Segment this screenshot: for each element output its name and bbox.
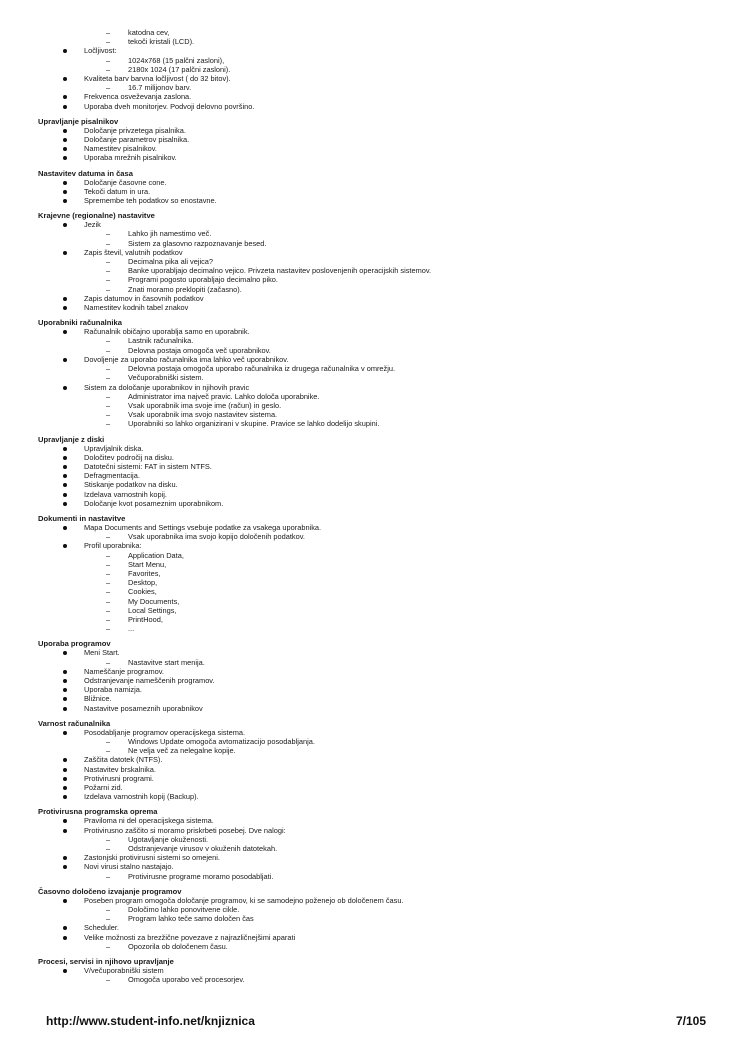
sub-bullet-item: – Opozorila ob določenem času. xyxy=(38,942,718,951)
bullet-item: Izdelava varnostnih kopij (Backup). xyxy=(38,792,718,801)
section-heading: Uporabniki računalnika xyxy=(38,318,122,328)
sub-bullet-item: – Vsak uporabnik ima svojo nastavitev sistema. xyxy=(38,410,718,419)
bullet-list xyxy=(38,523,718,633)
document-section xyxy=(38,211,718,312)
bullet-list xyxy=(38,648,718,712)
document-section xyxy=(38,28,718,111)
bullet-item: Mapa Documents and Settings vsebuje podatke za vsakega uporabnika. xyxy=(38,523,718,532)
bullet-item: Zapis števil, valutnih podatkov xyxy=(38,248,718,257)
section-heading: Časovno določeno izvajanje programov xyxy=(38,886,182,896)
footer-link[interactable]: http://www.student-info.net/knjiznica xyxy=(46,1014,255,1028)
bullet-item: V/večuporabniški sistem xyxy=(38,966,718,975)
bullet-item: Praviloma ni del operacijskega sistema. xyxy=(38,816,718,825)
sub-bullet-item: – Sistem za glasovno razpoznavanje besed. xyxy=(38,239,718,248)
bullet-list xyxy=(38,28,718,111)
sub-bullet-item: – Ne velja več za nelegalne kopije. xyxy=(38,746,718,755)
sub-bullet-item: – Protivirusne programe moramo posodabljati. xyxy=(38,872,718,881)
document-section xyxy=(38,514,718,633)
document-section xyxy=(38,318,718,428)
sub-bullet-item: – Uporabniki so lahko organizirani v skupine. Pravice se lahko dodelijo skupini. xyxy=(38,419,718,428)
bullet-item: Zastonjski protivirusni sistemi so omejeni. xyxy=(38,853,718,862)
bullet-item: Zaščita datotek (NTFS). xyxy=(38,755,718,764)
document-section xyxy=(38,117,718,163)
sub-bullet-item: – Decimalna pika ali vejica? xyxy=(38,257,718,266)
document-section xyxy=(38,719,718,802)
bullet-item: Nastavitev brskalnika. xyxy=(38,765,718,774)
bullet-list xyxy=(38,966,718,984)
bullet-item: Določitev področij na disku. xyxy=(38,453,718,462)
document-section xyxy=(38,639,718,712)
bullet-list xyxy=(38,178,718,206)
sub-bullet-item: – 2180x 1024 (17 palčni zasloni). xyxy=(38,65,718,74)
bullet-item: Dovoljenje za uporabo računalnika ima lahko več uporabnikov. xyxy=(38,355,718,364)
bullet-item: Izdelava varnostnih kopij. xyxy=(38,490,718,499)
bullet-item: Protivirusni programi. xyxy=(38,774,718,783)
bullet-item: Tekoči datum in ura. xyxy=(38,187,718,196)
bullet-list xyxy=(38,327,718,428)
sub-bullet-item: – Desktop, xyxy=(38,578,718,587)
bullet-item: Frekvenca osveževanja zaslona. xyxy=(38,92,718,101)
bullet-item: Jezik xyxy=(38,220,718,229)
sub-bullet-item: – Start Menu, xyxy=(38,560,718,569)
sub-bullet-item: – Vsak uporabnika ima svojo kopijo določenih podatkov. xyxy=(38,532,718,541)
document-section xyxy=(38,169,718,206)
sub-bullet-item: – Vsak uporabnik ima svoje ime (račun) in geslo. xyxy=(38,401,718,410)
bullet-item: Scheduler. xyxy=(38,923,718,932)
bullet-item: Novi virusi stalno nastajajo. xyxy=(38,862,718,871)
bullet-item: Velike možnosti za brezžične povezave z najrazličnejšimi aparati xyxy=(38,933,718,942)
sub-bullet-item: – Lahko jih namestimo več. xyxy=(38,229,718,238)
bullet-item: Določanje privzetega pisalnika. xyxy=(38,126,718,135)
page-number: 7/105 xyxy=(675,1014,706,1028)
bullet-item: Profil uporabnika: xyxy=(38,541,718,550)
bullet-item: Ločljivost: xyxy=(38,46,718,55)
bullet-item: Uporaba namizja. xyxy=(38,685,718,694)
bullet-item: Namestitev pisalnikov. xyxy=(38,144,718,153)
sub-bullet-item: – Cookies, xyxy=(38,587,718,596)
bullet-item: Namestitev kodnih tabel znakov xyxy=(38,303,718,312)
bullet-item: Določanje časovne cone. xyxy=(38,178,718,187)
bullet-item: Zapis datumov in časovnih podatkov xyxy=(38,294,718,303)
sub-bullet-item: – Banke uporabljajo decimalno vejico. Privzeta nastavitev poslovenjenih operacijskih sistemov. xyxy=(38,266,718,275)
sub-bullet-item: – Omogoča uporabo več procesorjev. xyxy=(38,975,718,984)
bullet-item: Računalnik običajno uporablja samo en uporabnik. xyxy=(38,327,718,336)
sub-bullet-item: – Večuporabniški sistem. xyxy=(38,373,718,382)
bullet-list xyxy=(38,444,718,508)
sub-bullet-item: – tekoči kristali (LCD). xyxy=(38,37,718,46)
bullet-item: Defragmentacija. xyxy=(38,471,718,480)
sub-bullet-item: – Favorites, xyxy=(38,569,718,578)
section-heading: Uporaba programov xyxy=(38,639,111,649)
sub-bullet-item: – 16.7 milijonov barv. xyxy=(38,83,718,92)
section-heading: Protivirusna programska oprema xyxy=(38,807,158,817)
document-section xyxy=(38,887,718,951)
section-heading: Procesi, servisi in njihovo upravljanje xyxy=(38,957,174,967)
page-footer xyxy=(46,1014,706,1030)
bullet-item: Nameščanje programov. xyxy=(38,667,718,676)
bullet-item: Odstranjevanje nameščenih programov. xyxy=(38,676,718,685)
sub-bullet-item: – Določimo lahko ponovitvene cikle. xyxy=(38,905,718,914)
sub-bullet-item: – My Documents, xyxy=(38,597,718,606)
bullet-item: Protivirusno zaščito si moramo priskrbeti posebej. Dve nalogi: xyxy=(38,826,718,835)
sub-bullet-item: – Windows Update omogoča avtomatizacijo posodabljanja. xyxy=(38,737,718,746)
sub-bullet-item: – Program lahko teče samo določen čas xyxy=(38,914,718,923)
bullet-item: Spremembe teh podatkov so enostavne. xyxy=(38,196,718,205)
bullet-item: Uporaba dveh monitorjev. Podvoji delovno površino. xyxy=(38,102,718,111)
bullet-list xyxy=(38,896,718,951)
sub-bullet-item: – Delovna postaja omogoča več uporabnikov. xyxy=(38,346,718,355)
section-heading: Krajevne (regionalne) nastavitve xyxy=(38,211,155,221)
sub-bullet-item: – Delovna postaja omogoča uporabo računalnika iz drugega računalnika v omrežju. xyxy=(38,364,718,373)
section-heading: Nastavitev datuma in časa xyxy=(38,168,133,178)
section-heading: Upravljanje pisalnikov xyxy=(38,116,119,126)
sub-bullet-item: – Znati moramo preklopiti (začasno). xyxy=(38,285,718,294)
bullet-list xyxy=(38,816,718,880)
bullet-item: Meni Start. xyxy=(38,648,718,657)
sub-bullet-item: – PrintHood, xyxy=(38,615,718,624)
bullet-list xyxy=(38,220,718,312)
sub-bullet-item: – Nastavitve start menija. xyxy=(38,658,718,667)
bullet-item: Kvaliteta barv barvna ločljivost ( do 32 bitov). xyxy=(38,74,718,83)
bullet-item: Določanje kvot posameznim uporabnikom. xyxy=(38,499,718,508)
sub-bullet-item: – Odstranjevanje virusov v okuženih datotekah. xyxy=(38,844,718,853)
sub-bullet-item: – Application Data, xyxy=(38,551,718,560)
document-section xyxy=(38,957,718,984)
sub-bullet-item: – Ugotavljanje okuženosti. xyxy=(38,835,718,844)
sub-bullet-item: – Local Settings, xyxy=(38,606,718,615)
bullet-item: Določanje parametrov pisalnika. xyxy=(38,135,718,144)
document-section xyxy=(38,435,718,508)
bullet-item: Datotečni sistemi: FAT in sistem NTFS. xyxy=(38,462,718,471)
sub-bullet-item: – ... xyxy=(38,624,718,633)
bullet-item: Stiskanje podatkov na disku. xyxy=(38,480,718,489)
sub-bullet-item: – Lastnik računalnika. xyxy=(38,336,718,345)
document-section xyxy=(38,807,718,880)
bullet-item: Bližnice. xyxy=(38,694,718,703)
section-heading: Upravljanje z diski xyxy=(38,434,105,444)
bullet-list xyxy=(38,728,718,802)
bullet-list xyxy=(38,126,718,163)
bullet-item: Požarni zid. xyxy=(38,783,718,792)
sub-bullet-item: – Programi pogosto uporabljajo decimalno piko. xyxy=(38,275,718,284)
bullet-item: Uporaba mrežnih pisalnikov. xyxy=(38,153,718,162)
bullet-item: Nastavitve posameznih uporabnikov xyxy=(38,704,718,713)
section-heading: Varnost računalnika xyxy=(38,718,111,728)
bullet-item: Upravljalnik diska. xyxy=(38,444,718,453)
bullet-item: Sistem za določanje uporabnikov in njihovih pravic xyxy=(38,383,718,392)
section-heading: Dokumenti in nastavitve xyxy=(38,513,126,523)
sub-bullet-item: – Administrator ima največ pravic. Lahko določa uporabnike. xyxy=(38,392,718,401)
sub-bullet-item: – katodna cev, xyxy=(38,28,718,37)
document-body xyxy=(38,28,718,990)
bullet-item: Posodabljanje programov operacijskega sistema. xyxy=(38,728,718,737)
sub-bullet-item: – 1024x768 (15 palčni zasloni), xyxy=(38,56,718,65)
bullet-item: Poseben program omogoča določanje programov, ki se samodejno poženejo ob določenem času. xyxy=(38,896,718,905)
